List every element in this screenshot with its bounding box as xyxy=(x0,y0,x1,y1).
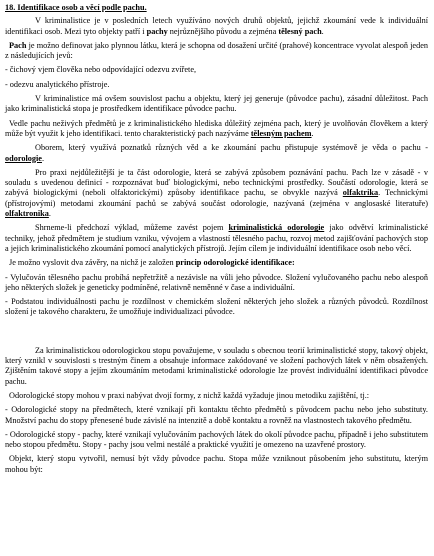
paragraph-body-odor: Vedle pachu neživých předmětů je z kriminalistického hlediska důležitý zejména pach, který je uvolňován člověkem a který může být využit k jeho identifikaci. tento charakteristický pach nazýváme tělesným pachem. xyxy=(5,118,428,138)
list-item: - čichový vjem člověka nebo odpovídající odezvu zvířete, xyxy=(5,65,197,75)
paragraph-substitute: Objekt, který stopu vytvořil, nemusí být vždy původce pachu. Stopa může vzniknout působením jeho substitutu, kterým mohou být: xyxy=(5,454,428,474)
blank-gap xyxy=(5,322,428,346)
paragraph-principle: Je možno vyslovit dva závěry, na nichž je založen princip odorologické identifikace: xyxy=(9,258,295,268)
paragraph-intro: V kriminalistice je v posledních letech využíváno nových druhů objektů, jejichž zkoumání vede k individuální identifikaci osob. Mezi tyto objekty patří i pachy nejrůznějšího původu a zejména tělesný pach. xyxy=(5,16,428,36)
list-item: - odezvu analytického přístroje. xyxy=(5,79,110,89)
paragraph-trace-definition: Za kriminalistickou odorologickou stopu považujeme, v souladu s obecnou teorií kriminalistické stopy, takový objekt, který vznikl v souvislosti s trestným činem a obsahuje informace zakódované ve složení pachových látek v něm obsažených. Zjištěním takové stopy a jejím zkoumáním metodami kriminalistické odorologie lze provést individuální identifikaci původce pachu. xyxy=(5,345,428,386)
list-item: - Odorologické stopy na předmětech, které vznikají při kontaktu těchto předmětů s původcem pachu nebo jeho substituty. Množství pachu do stopy přenesené bude závislé na intenzitě a době kontaktu a rovněž na vlastnostech takového předmětu. xyxy=(5,405,428,425)
list-item: - Podstatou individuálnosti pachu je rozdílnost v chemickém složení některých jeho složek a různých původců. Rozdílnost složení je takového charakteru, že umožňuje individualizaci původce. xyxy=(5,297,428,317)
section-title: 18. Identifikace osob a věcí podle pachu. xyxy=(5,3,147,12)
list-item: - Vylučován tělesného pachu probíhá nepřetržitě a nezávisle na vůli jeho původce. Složení vylučovaného pachu nebo alespoň jeho některých složek je geneticky podmíněné, relativně neměnné v čase a individuální. xyxy=(5,272,428,292)
list-item: - Odorologické stopy - pachy, které vznikají vylučováním pachových látek do okolí původce pachu, případně i jeho substitutem nebo stopou předmětu. Stopy - pachy jsou velmi nestálé a praktické využití je omezeno na uzavřené prostory. xyxy=(5,429,428,450)
paragraph-trace-forms: Odorologické stopy mohou v praxi nabývat dvojí formy, z nichž každá vyžaduje jinou metodiku zajištění, tj.: xyxy=(9,390,370,400)
paragraph-odorology: Oborem, který využívá poznatků různých věd a ke zkoumání pachu přistupuje systémově je věda o pachu - odorologie. xyxy=(5,143,428,163)
paragraph-olfactory: Pro praxi nejdůležitější je ta část odorologie, která se zabývá způsobem poznávání pachu. Pach lze v zásadě - v souladu s uvedenou definicí - rozpoznávat buď biologickými, nebo technickými prostředky. Součástí odorologie, která se zabývá biologickými (neboli olfaktorickými) způsoby identifikace pachu, se obvykle nazývá olfaktrika. Technickými (přístrojovými) metodami zkoumání pachů se zabývá součást odorologie, nazývaná (zejména v anglosaské literatuře) olfaktronika. xyxy=(5,167,428,219)
paragraph-forensic-odorology: Shrneme-li předchozí výklad, můžeme zavést pojem kriminalistická odorologie jako odvětví kriminalistické techniky, jehož předmětem je studium vzniku, vývojem a vlastností tělesného pachu, rozvoj metod zajišťování pachových stop a jejich kriminalistického zkoumání pomocí analytických přístrojů. Jejím cílem je individuální identifikace osob nebo věcí. xyxy=(5,223,428,253)
paragraph-source: V kriminalistice má ovšem souvislost pachu a objektu, který jej generuje (původce pachu), zásadní důležitost. Pach jako kriminalistická stopa je prostředkem identifikace původce pachu. xyxy=(5,94,428,114)
paragraph-definition: Pach je možno definovat jako plynnou látku, která je schopna od dosažení určité (prahové) koncentrace vyvolat alespoň jeden z následujících jevů: xyxy=(5,40,428,61)
